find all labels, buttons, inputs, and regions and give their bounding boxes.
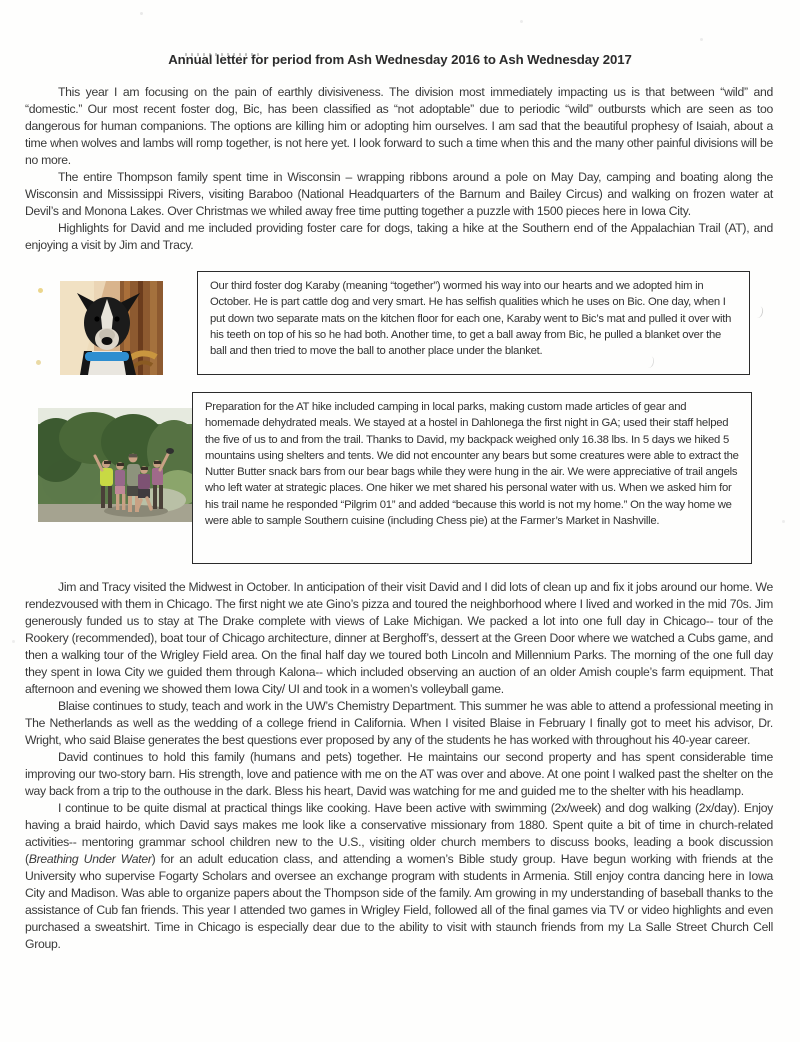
paragraph-highlights: Highlights for David and me included providing foster care for dogs, taking a hike at the Southern end of the Appalachian Trail (AT), and enjoying a visit by Jim and Tracy. bbox=[25, 221, 773, 252]
paragraph-wisconsin: The entire Thompson family spent time in Wisconsin – wrapping ribbons around a pole on May Day, camping and boating along the Wisconsin and Mississippi Rivers, visiting Baraboo (National Headquarters of the Barnum and Bailey Circus) and walking on frozen water at Devil’s and Monona Lakes. Over Christmas we whiled away free time putting together a puzzle with 1500 pieces here in Iowa City. bbox=[25, 170, 773, 218]
paragraph-personal-update-pre: I continue to be quite dismal at practical things like cooking. Have been active with swimming (2x/week) and dog walking (2x/day). Enjoy having a braid hairdo, which David says makes me look like a conservative missionary from 1880. Spent quite a bit of time in church-related activities-- mentoring grammar school children new to the U.S., visiting older church members to discuss books, leading a book discussion ( bbox=[25, 801, 773, 866]
scan-speck-line bbox=[185, 53, 263, 56]
scan-speck bbox=[36, 360, 41, 365]
karaby-box-text: Our third foster dog Karaby (meaning “together”) wormed his way into our hearts and we adopted him in October. He is part cattle dog and very smart. He has selfish qualities which he uses on Bic. One day, when I put down two separate mats on the kitchen floor for each one, Karaby went to Bic’s mat and pulled it over with his teeth on top of his so he had both. Another time, to get a ball away from Bic, he pulled a blanket over the ball and then tried to move the ball to another place under the blanket. bbox=[210, 280, 732, 358]
scan-squiggle bbox=[753, 305, 765, 319]
paragraph-david: David continues to hold this family (humans and pets) together. He maintains our second property and has spent considerable time improving our two-story barn. His strength, love and patience with me on the AT was over and above. At one point I walked past the shelter on the way back from a trip to the outhouse in the dark. Bless his heart, David was watching for me and guided me to the shelter with his headlamp. bbox=[25, 750, 773, 798]
paragraph-jim-tracy-visit: Jim and Tracy visited the Midwest in October. In anticipation of their visit David and I did lots of clean up and fix it jobs around our home. We rendezvoused with them in Chicago. The first night we ate Gino’s pizza and toured the neighborhood where I lived and worked in the mid 70s. Jim generously funded us to stay at The Drake complete with views of Lake Michigan. We packed a lot into one full day in Chicago-- tour of the Rookery (recommended), boat tour of Chicago architecture, dinner at Berghoff’s, dessert at the Green Door where we watched a Cubs game, and then a walking tour of the Wrigley Field area. On the final half day we toured both Lincoln and Millennium Parks. The morning of the one full day they spent in Iowa City we guided them through Kalona-- which included observing an auction of an older Amish couple’s farm equipment. That afternoon and evening we showed them Iowa City/ UI and took in a women’s volleyball game. bbox=[25, 580, 773, 696]
scan-speck bbox=[140, 12, 143, 15]
scan-speck bbox=[700, 38, 703, 41]
paragraph-personal-update bbox=[25, 800, 773, 953]
paragraph-blaise: Blaise continues to study, teach and work in the UW’s Chemistry Department. This summer he was able to attend a professional meeting in The Netherlands as well as the wedding of a college friend in California. When I visited Blaise in February I finally got to meet his advisor, Dr. Wright, who said Blaise generates the best questions ever proposed by any of the students he has worked with throughout his 40-year career. bbox=[25, 699, 773, 747]
at-hike-box-text: Preparation for the AT hike included camping in local parks, making custom made articles of gear and homemade dehydrated meals. We stayed at a hostel in Dahlonega the first night in GA; used their staff helped the five of us to and from the trail. Thanks to David, my backpack weighed only 16.38 lbs. In 5 days we hiked 5 mountains using shelters and tents. We did not encounter any bears but some creatures were able to extract the Nutter Butter snack bars from our bear bags while they were hung in the air. We were appreciative of trail angels who left water at strategic places. One hiker we met shared his personal water with us. When we asked him for his trail name he responded “Pilgrim 01” and added “because this world is not my home.” On the way home we were able to sample Southern cuisine (including Chess pie) at the Farmer’s Market in Nashville. bbox=[205, 401, 739, 528]
hikers-photo bbox=[38, 408, 192, 522]
letter-top-text bbox=[25, 84, 773, 254]
paragraph-divisiveness: This year I am focusing on the pain of earthly divisiveness. The division most immediately impacting us is that between “wild” and “domestic.” Our most recent foster dog, Bic, has been classified as “not adoptable” due to periodic “wild” outbursts which are seen as too dangerous for human companions. The options are killing him or adopting him ourselves. I am sad that the beautiful prophesy of Isaiah, about a time when wolves and lambs will romp together, is not here yet. I look forward to such a time when this and the many other painful divisions will be no more. bbox=[25, 85, 773, 167]
dog-photo bbox=[60, 281, 163, 375]
scan-speck bbox=[782, 520, 785, 523]
paragraph-personal-update-post: ) for an adult education class, and attending a women’s Bible study group. Have begun working with friends at the University who supervise Fogarty Scholars and oversee an exchange program with students in Armenia. Still enjoy contra dancing here in Iowa City and Madison. Was able to organize papers about the Thompson side of the family. Am growing in my understanding of baseball thanks to the assistance of Cub fan friends. This year I attended two games in Wrigley Field, followed all of the final games via TV or video highlights and even purchased a sweatshirt. Time in Chicago is especially dear due to the ability to visit with staunch friends from my La Salle Street Church Cell Group. bbox=[25, 852, 773, 951]
scan-speck bbox=[520, 20, 523, 23]
scan-speck bbox=[38, 288, 43, 293]
letter-bottom-text bbox=[25, 579, 773, 953]
scan-speck bbox=[12, 640, 15, 643]
letter-title: Annual letter for period from Ash Wednesday 2016 to Ash Wednesday 2017 bbox=[168, 52, 632, 67]
at-hike-box bbox=[192, 392, 752, 564]
karaby-box bbox=[197, 271, 750, 375]
book-title-italic: Breathing Under Water bbox=[28, 852, 152, 866]
